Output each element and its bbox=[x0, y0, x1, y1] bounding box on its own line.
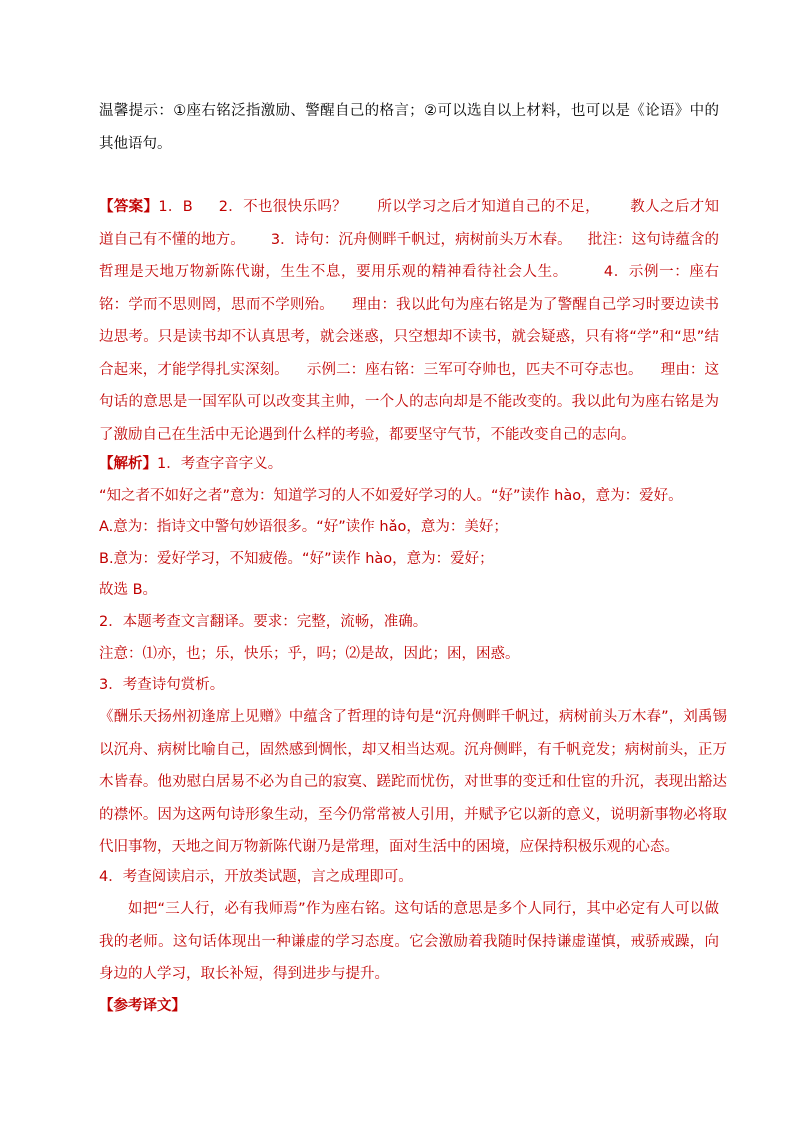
answer-q3b: 批注：这句诗蕴含的哲理是天地万物新陈代谢，生生不息，要用乐观的精神看待社会人生。 bbox=[99, 231, 720, 280]
answer-q4: 4．示例一：座右铭：学而不思则罔，思而不学则殆。 bbox=[99, 264, 719, 313]
tip-paragraph bbox=[99, 95, 719, 160]
analysis-label: 【解析】 bbox=[99, 456, 157, 472]
reference-heading bbox=[99, 990, 719, 1023]
answer-q2: 2．不也很快乐吗？ bbox=[218, 199, 348, 215]
answer-q3: 3．诗句：沉舟侧畔千帆过，病树前头万木春。 bbox=[270, 231, 572, 248]
analysis-p6-line bbox=[99, 606, 719, 639]
analysis-p6: 2．本题考查文言翻译。要求：完整，流畅，准确。 bbox=[99, 614, 428, 630]
analysis-p11-paragraph bbox=[99, 893, 719, 991]
analysis-p9-paragraph bbox=[99, 701, 727, 864]
analysis-p8-line bbox=[99, 669, 719, 702]
analysis-p3: A.意为：指诗文中警句妙语很多。“好”读作 hǎo，意为：美好； bbox=[99, 519, 508, 535]
tip-text: 温馨提示：①座右铭泛指激励、警醒自己的格言；②可以选自以上材料，也可以是《论语》中的其他语句。 bbox=[99, 103, 719, 152]
answer-paragraph bbox=[99, 191, 719, 451]
analysis-p7: 注意：⑴亦，也；乐，快乐；乎，吗；⑵是故，因此；困，困惑。 bbox=[99, 646, 520, 662]
analysis-p9: 《酬乐天扬州初逢席上见赠》中蕴含了哲理的诗句是“沉舟侧畔千帆过，病树前头万木春”，刘禹锡以沉舟、病树比喻自己，固然感到惆怅，却又相当达观。沉舟侧畔，有千帆竞发；病树前头，正万木皆春。他劝慰白居易不必为自己的寂寞、蹉跎而忧伤，对世事的变迁和仕宦的升沉，表现出豁达的襟怀。因为这两句诗形象生动，至今仍常常被人引用，并赋予它以新的意义，说明新事物必将取代旧事物，天地之间万物新陈代谢乃是常理，面对生活中的困境，应保持积极乐观的心态。 bbox=[99, 709, 727, 855]
analysis-p8: 3．考查诗句赏析。 bbox=[99, 677, 225, 693]
answer-label: 【答案】 bbox=[99, 199, 159, 215]
analysis-p7-line bbox=[99, 638, 719, 671]
analysis-p2-line bbox=[99, 480, 719, 513]
analysis-p10: 4．考查阅读启示，开放类试题，言之成理即可。 bbox=[99, 869, 413, 885]
analysis-p4-line bbox=[99, 543, 719, 576]
analysis-p2: “知之者不如好之者”意为：知道学习的人不如爱好学习的人。“好”读作 hào，意为：爱好。 bbox=[99, 488, 683, 504]
analysis-p1: 1．考查字音字义。 bbox=[157, 456, 283, 472]
answer-q2c: 教人之后才知道自己有不懂的地方。 bbox=[99, 199, 720, 248]
analysis-p3-line bbox=[99, 511, 719, 544]
reference-label: 【参考译文】 bbox=[99, 998, 186, 1014]
analysis-p11: 如把“三人行，必有我师焉”作为座右铭。这句话的意思是多个人同行，其中必定有人可以做我的老师。这句话体现出一种谦虚的学习态度。它会激励着我随时保持谦虚谨慎，戒骄戒躁，向身边的人学习，取长补短，得到进步与提升。 bbox=[99, 901, 719, 982]
answer-q2b: 所以学习之后才知道自己的不足， bbox=[377, 199, 600, 215]
analysis-p10-line bbox=[99, 861, 719, 894]
answer-q4d: 理由：这句话的意思是一国军队可以改变其主帅，一个人的志向却是不能改变的。我以此句为座右铭是为了激励自己在生活中无论遇到什么样的考验，都要坚守气节，不能改变自己的志向。 bbox=[99, 361, 720, 443]
answer-q4b: 理由：我以此句为座右铭是为了警醒自己学习时要边读书边思考。只是读书却不认真思考，就会迷惑，只空想却不读书，就会疑惑，只有将“学”和“思”结合起来，才能学得扎实深刻。 bbox=[99, 296, 720, 378]
answer-q1: 1．B bbox=[158, 199, 193, 215]
analysis-p5-line bbox=[99, 574, 719, 607]
answer-q4c: 示例二：座右铭：三军可夺帅也，匹夫不可夺志也。 bbox=[306, 361, 643, 378]
analysis-p5: 故选 B。 bbox=[99, 582, 158, 598]
analysis-heading bbox=[99, 448, 719, 481]
analysis-p4: B.意为：爱好学习，不知疲倦。“好”读作 hào，意为：爱好； bbox=[99, 551, 494, 567]
